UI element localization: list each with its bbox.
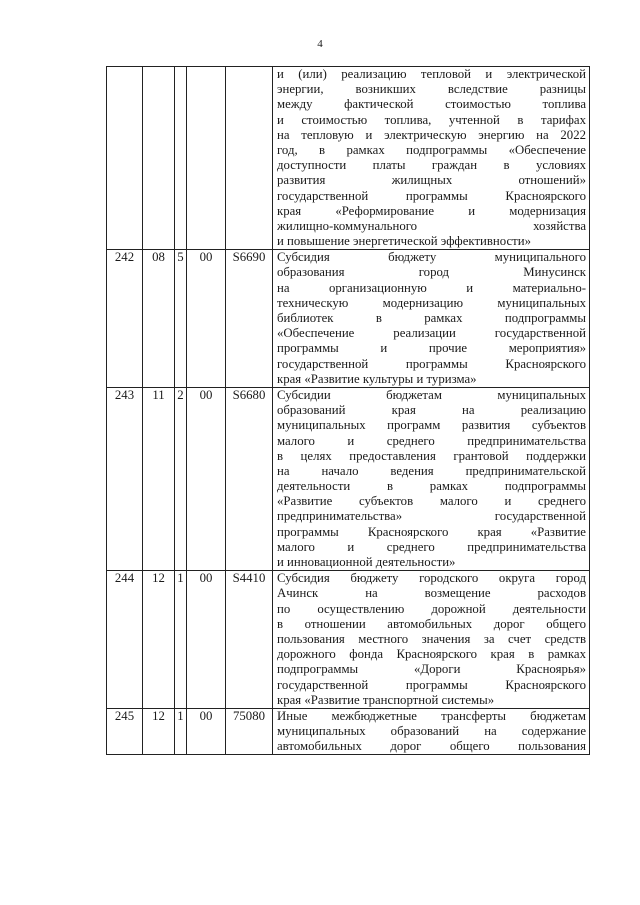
code-cell-c5: S6690 — [226, 250, 273, 388]
code-cell-c1 — [107, 67, 143, 250]
code-cell-c5: S4410 — [226, 571, 273, 709]
code-cell-c2: 08 — [143, 250, 175, 388]
description-line: год, в рамках подпрограммы «Обеспечение — [277, 142, 586, 157]
code-cell-c1: 244 — [107, 571, 143, 709]
table-row — [107, 708, 590, 755]
description-line: библиотек в рамках подпрограммы — [277, 311, 586, 325]
description-line: Субсидия бюджету городского округа город — [277, 571, 586, 586]
description-line: и (или) реализацию тепловой и электрической — [277, 67, 586, 81]
budget-table — [106, 66, 590, 755]
code-cell-c1: 245 — [107, 708, 143, 755]
description-line: малого и среднего предпринимательства — [277, 433, 586, 448]
code-cell-c3: 1 — [175, 708, 187, 755]
description-line: на начало ведения предпринимательской — [277, 463, 586, 478]
code-cell-c4 — [187, 67, 226, 250]
description-line: дорожного фонда Красноярского края в рамках — [277, 647, 586, 662]
description-line: жилищно-коммунального хозяйства — [277, 218, 586, 233]
description-line: доступности платы граждан в условиях — [277, 158, 586, 173]
description-line: государственной программы Красноярского — [277, 188, 586, 203]
description-line: между фактической стоимостью топлива — [277, 97, 586, 112]
description-line: пользования местного значения за счет средств — [277, 631, 586, 646]
code-cell-c1: 242 — [107, 250, 143, 388]
description-cell — [273, 708, 590, 755]
description-line: и инновационной деятельности» — [277, 555, 456, 569]
description-line: края «Развитие культуры и туризма» — [277, 371, 477, 386]
code-cell-c4: 00 — [187, 387, 226, 570]
description-line: Иные межбюджетные трансферты бюджетам — [277, 708, 586, 723]
description-line: государственной программы Красноярского — [277, 356, 586, 371]
description-line: программы и прочие мероприятия» — [277, 341, 586, 356]
code-cell-c3: 5 — [175, 250, 187, 388]
description-line: техническую модернизацию муниципальных — [277, 295, 586, 310]
code-cell-c2 — [143, 67, 175, 250]
description-line: малого и среднего предпринимательства — [277, 539, 586, 554]
description-line: государственной программы Красноярского — [277, 677, 586, 692]
description-cell — [273, 571, 590, 709]
description-line: края «Развитие транспортной системы» — [277, 692, 495, 707]
description-line: программы Красноярского края «Развитие — [277, 524, 586, 539]
code-cell-c4: 00 — [187, 571, 226, 709]
table-body — [107, 67, 590, 755]
description-line: автомобильных дорог общего пользования — [277, 739, 586, 754]
description-cell — [273, 67, 590, 250]
code-cell-c4: 00 — [187, 250, 226, 388]
code-cell-c5: 75080 — [226, 708, 273, 755]
description-line: и стоимостью топлива, учтенной в тарифах — [277, 112, 586, 127]
page-number: 4 — [317, 38, 323, 50]
code-cell-c2: 12 — [143, 708, 175, 755]
code-cell-c1: 243 — [107, 387, 143, 570]
description-line: в отношении автомобильных дорог общего — [277, 616, 586, 631]
code-cell-c4: 00 — [187, 708, 226, 755]
table-row — [107, 67, 590, 250]
description-line: муниципальных образований на содержание — [277, 724, 586, 739]
table-row — [107, 387, 590, 570]
description-line: и повышение энергетической эффективности» — [277, 234, 532, 249]
description-line: «Развитие субъектов малого и среднего — [277, 494, 586, 509]
code-cell-c2: 11 — [143, 387, 175, 570]
code-cell-c3: 2 — [175, 387, 187, 570]
description-line: подпрограммы «Дороги Красноярья» — [277, 662, 586, 677]
description-line: в целях предоставления грантовой поддержки — [277, 448, 586, 463]
code-cell-c5: S6680 — [226, 387, 273, 570]
description-line: по осуществлению дорожной деятельности — [277, 601, 586, 616]
table-row — [107, 571, 590, 709]
description-line: образований края на реализацию — [277, 403, 586, 418]
description-line: на организационную и материально- — [277, 280, 586, 295]
description-line: Субсидии бюджетам муниципальных — [277, 387, 586, 402]
table-row — [107, 250, 590, 388]
description-line: предпринимательства» государственной — [277, 509, 586, 524]
code-cell-c3 — [175, 67, 187, 250]
description-line: образования город Минусинск — [277, 265, 586, 280]
description-line: муниципальных программ развития субъектов — [277, 418, 586, 433]
description-cell — [273, 387, 590, 570]
description-line: Субсидия бюджету муниципального — [277, 250, 586, 265]
description-line: развития жилищных отношений» — [277, 173, 586, 188]
description-line: Ачинск на возмещение расходов — [277, 586, 586, 601]
description-line: края «Реформирование и модернизация — [277, 203, 586, 218]
code-cell-c2: 12 — [143, 571, 175, 709]
description-line: деятельности в рамках подпрограммы — [277, 479, 586, 494]
code-cell-c5 — [226, 67, 273, 250]
code-cell-c3: 1 — [175, 571, 187, 709]
description-line: на тепловую и электрическую энергию на 2022 — [277, 127, 586, 142]
description-cell — [273, 250, 590, 388]
description-line: энергии, возникших вследствие разницы — [277, 82, 586, 97]
description-line: «Обеспечение реализации государственной — [277, 326, 586, 341]
